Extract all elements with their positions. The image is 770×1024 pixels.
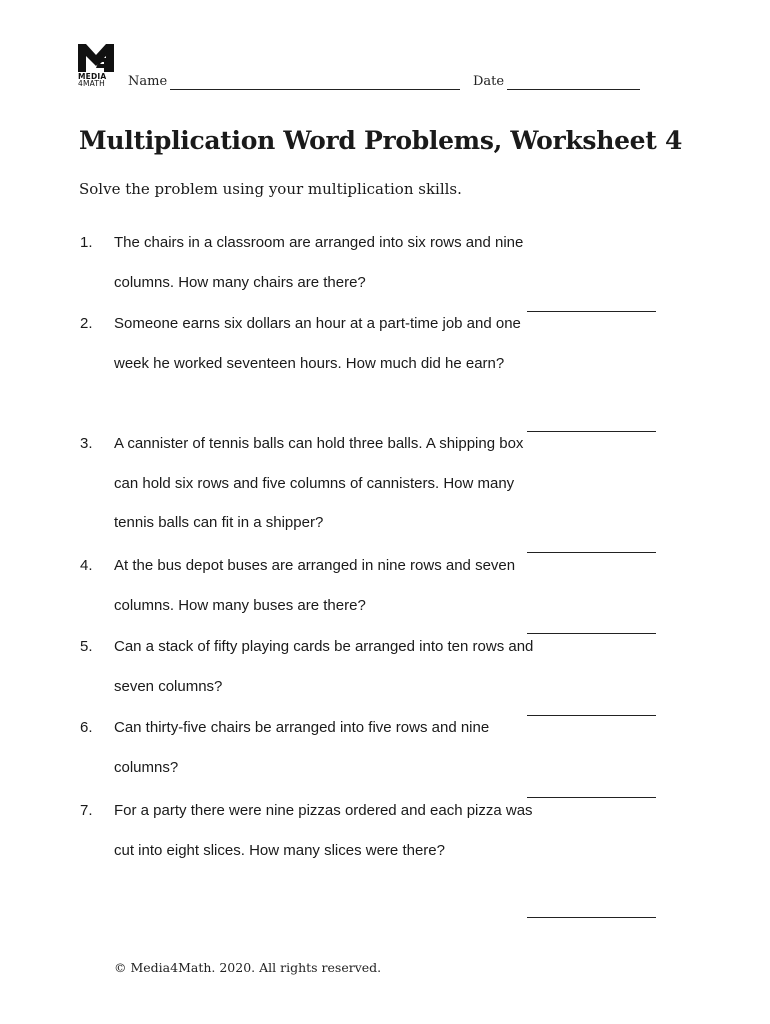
problem-number: 1. xyxy=(80,234,93,251)
problem-text: Can thirty-five chairs be arranged into five rows and nine columns? xyxy=(114,719,490,776)
logo-wordmark xyxy=(78,73,118,87)
problem-text: Can a stack of fifty playing cards be arranged into ten rows and seven columns? xyxy=(114,638,534,695)
name-blank-line[interactable] xyxy=(170,89,460,90)
problem-text: A cannister of tennis balls can hold three balls. A shipping box can hold six rows and five columns of cannisters. How many tennis balls can fit in a shipper? xyxy=(114,435,524,531)
problem-6 xyxy=(80,708,540,787)
worksheet-title: Multiplication Word Problems, Worksheet 4 xyxy=(79,126,683,155)
instructions: Solve the problem using your multiplication skills. xyxy=(79,180,462,198)
problem-number: 5. xyxy=(80,638,93,655)
problem-2 xyxy=(80,304,540,383)
problem-text: Someone earns six dollars an hour at a part-time job and one week he worked seventeen hours. How much did he earn? xyxy=(114,315,521,372)
problem-number: 2. xyxy=(80,315,93,332)
logo-text-4math: 4MATH xyxy=(78,79,106,88)
m4-logo-icon xyxy=(78,44,114,72)
problem-3 xyxy=(80,424,540,543)
answer-line-3[interactable] xyxy=(527,552,656,553)
problem-number: 6. xyxy=(80,719,93,736)
problem-number: 7. xyxy=(80,802,93,819)
problem-number: 3. xyxy=(80,435,93,452)
problem-5 xyxy=(80,627,540,706)
problem-1 xyxy=(80,223,540,302)
answer-line-5[interactable] xyxy=(527,715,656,716)
date-label: Date xyxy=(473,74,505,89)
problem-number: 4. xyxy=(80,557,93,574)
answer-line-2[interactable] xyxy=(527,431,656,432)
name-label: Name xyxy=(128,74,168,89)
copyright-footer: © Media4Math. 2020. All rights reserved. xyxy=(114,960,382,975)
date-blank-line[interactable] xyxy=(507,89,640,90)
answer-line-6[interactable] xyxy=(527,797,656,798)
logo-text-media: MEDIA xyxy=(78,72,107,81)
answer-line-7[interactable] xyxy=(527,917,656,918)
problem-4 xyxy=(80,546,540,625)
problem-text: At the bus depot buses are arranged in nine rows and seven columns. How many buses are there? xyxy=(114,557,516,614)
problem-7 xyxy=(80,791,540,870)
answer-line-4[interactable] xyxy=(527,633,656,634)
answer-line-1[interactable] xyxy=(527,311,656,312)
media4math-logo xyxy=(78,44,118,92)
problem-text: The chairs in a classroom are arranged into six rows and nine columns. How many chairs are there? xyxy=(114,234,524,291)
problem-text: For a party there were nine pizzas ordered and each pizza was cut into eight slices. How many slices were there? xyxy=(114,802,533,859)
